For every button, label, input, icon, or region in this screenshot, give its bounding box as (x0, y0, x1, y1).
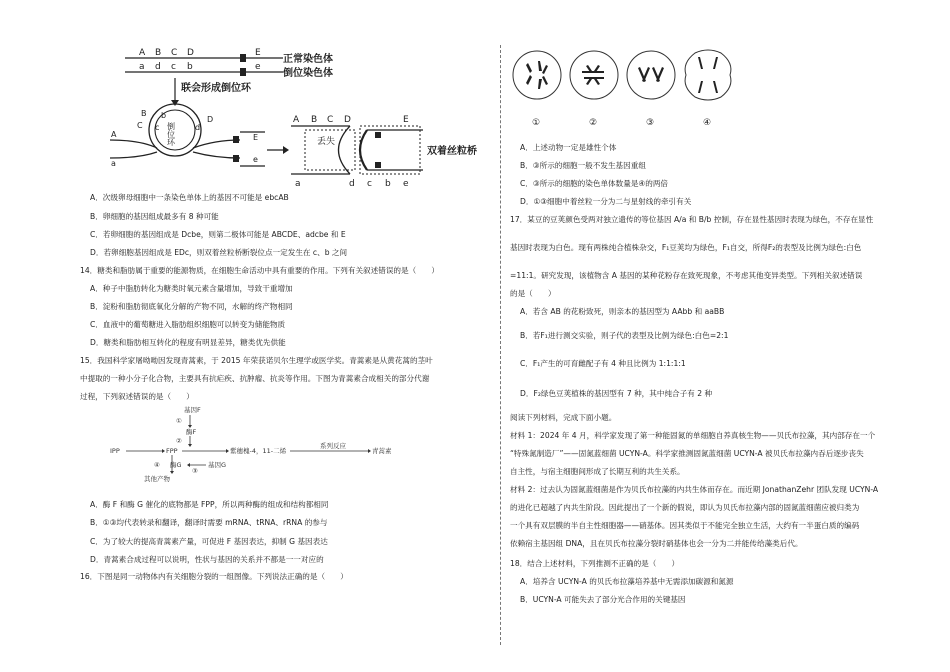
bridge-letter: E (403, 115, 409, 125)
lower-letter: b (187, 62, 193, 72)
left-column (80, 0, 480, 672)
q18-stem: 18．结合上述材料，下列推测不正确的是（ ） (510, 559, 680, 568)
loop-letter: B (141, 109, 147, 118)
lower-letter: a (139, 62, 145, 72)
loop-letter: e (253, 155, 258, 164)
option-d-prefix: D． (520, 389, 534, 398)
cell-label-3: ③ (646, 118, 655, 128)
option-b-text: 进行测交实验，则子代的表型及比例为绿色:白色=2:1 (547, 331, 729, 340)
q17-stem-line: 的是（ ） (510, 289, 556, 298)
loop-letter: c (155, 123, 160, 132)
passage-intro: 阅读下列材料，完成下面小题。 (510, 413, 617, 422)
q18-option-b: B．UCYN-A 可能失去了部分光合作用的关键基因 (520, 595, 686, 604)
q15-option-b: B．①③均代表转录和翻译，翻译时需要 mRNA、tRNA、rRNA 的参与 (90, 518, 328, 527)
normal-chromosome-label: 正常染色体 (283, 54, 333, 65)
loop-letter: d (195, 123, 201, 132)
q17-option-b (510, 331, 728, 341)
loop-letter: E (253, 133, 259, 142)
q13-option-b: B．卵细胞的基因组成最多有 8 种可能 (90, 212, 219, 221)
q14-option-a: A．种子中脂肪转化为糖类时氧元素含量增加，导致干重增加 (90, 284, 293, 293)
dicentric-bridge-label: 双着丝粒桥 (427, 146, 477, 157)
cell-label-1: ① (532, 118, 541, 128)
q13-option-a: A．次级卵母细胞中一条染色单体上的基因不可能是 ebcAB (90, 193, 289, 202)
q16-stem: 16．下图是同一动物体内有关细胞分裂的一组图像。下列说法正确的是（ ） (80, 572, 348, 581)
loop-letter: a (111, 159, 116, 168)
cell-label-4: ④ (703, 118, 712, 128)
ipp-label: IPP (110, 447, 120, 455)
lower-letter: d (155, 62, 161, 72)
bridge-letter: D (344, 115, 351, 125)
lower-letter: c (171, 62, 176, 72)
bridge-letter: B (311, 115, 318, 125)
step-2-label: ② (176, 437, 182, 445)
f1-mark: F₁ (532, 359, 541, 368)
material-1-line: 材料 1：2024 年 4 月，科学家发现了第一种能固氮的单细胞自养真核生物——贝氏布拉藻，其内部存在一个 (510, 431, 876, 440)
material-2-line: 依赖宿主基因组 DNA，且在贝氏布拉藻分裂时硝基体也会一分为二并能传给藻类后代。 (510, 539, 803, 548)
option-c-prefix: C． (520, 359, 533, 368)
q17-option-c (510, 359, 686, 369)
option-b-prefix: B．若 (520, 331, 541, 340)
q17-stem-line (510, 243, 861, 253)
upper-letter: E (255, 48, 261, 58)
q17-stem-line: =11:1。研究发现，该植物含 A 基因的某种花粉存在致死现象，不考虑其他变异类型。下列相关叙述错误 (510, 271, 863, 280)
q17-option-d (510, 389, 712, 399)
q16-option-d: D．①③细胞中着丝粒一分为二与星射线的牵引有关 (520, 197, 692, 206)
q14-stem: 14．糖类和脂肪属于重要的能源物质，在细胞生命活动中具有重要的作用。下列有关叙述错误的是（ ） (80, 266, 439, 275)
lost-fragment-label: 丢失 (317, 137, 336, 147)
bridge-letter: A (293, 115, 300, 125)
material-2-line: 材料 2：过去认为固氮蓝细菌是作为贝氏布拉藻的内共生体而存在。而近期 JonathanZehr 团队发现 UCYN-A (510, 485, 879, 494)
f2-mark: F₂ (767, 243, 776, 252)
column-divider (500, 45, 501, 645)
cell-division-figure (510, 45, 740, 130)
bridge-letter: e (403, 179, 409, 189)
bridge-letter: a (295, 179, 301, 189)
q14-option-b: B．淀粉和脂肪彻底氧化分解的产物不同，水解的终产物相同 (90, 302, 293, 311)
loop-letter: b (161, 111, 167, 120)
q17-stem-line: 17．某豆的豆荚颜色受两对独立遗传的等位基因 A/a 和 B/b 控制，存在显性基因时表现为绿色，不存在显性 (510, 215, 874, 224)
cell-1 (513, 51, 561, 99)
right-column (510, 0, 930, 672)
q15-stem-line: 15．我国科学家屠呦呦因发现青蒿素，于 2015 年荣获诺贝尔生理学或医学奖。青蒿素是从黄花蒿的茎叶 (80, 356, 433, 365)
bridge-letter: c (367, 179, 372, 189)
material-1-line: 自主性，与宿主细胞间形成了长期互利的共生关系。 (510, 467, 685, 476)
inverted-chromosome-label: 倒位染色体 (283, 68, 333, 79)
lower-letter: e (255, 62, 261, 72)
q15-option-d: D．青蒿素合成过程可以说明，性状与基因的关系并不都是一一对应的 (90, 555, 324, 564)
synapsis-arrow-label: 联会形成倒位环 (181, 83, 251, 94)
option-c-text: 产生的可育雌配子有 4 种且比例为 1:1:1:1 (540, 359, 686, 368)
material-2-line: 的进化已超越了内共生阶段。因此提出了一个新的假说，即认为贝氏布拉藻内部的固氮蓝细菌应被归类为 (510, 503, 860, 512)
f1-mark: F₁ (722, 243, 730, 252)
q17-stem-part: 基因时表现为白色。现有两株纯合植株杂交， (510, 243, 662, 252)
step-3-label: ③ (192, 467, 198, 475)
material-1-line: “特殊氮制造厂”——固氮蓝细菌 UCYN-A。科学家推测固氮蓝细菌 UCYN-A 被贝氏布拉藻内吞后逐步丧失 (510, 449, 864, 458)
artemisinin-pathway-figure (110, 405, 430, 483)
amorphadiene-label: 紫穗槐-4，11-二烯 (230, 447, 287, 455)
chromosome-inversion-figure (105, 40, 477, 190)
cell-label-2: ② (589, 118, 598, 128)
cell-4 (685, 50, 731, 100)
step-1-label: ① (176, 417, 182, 425)
f2-mark: F₂ (533, 389, 541, 398)
q15-stem-line: 中提取的一种小分子化合物，主要具有抗疟疾、抗肿瘤、抗炎等作用。下图为青蒿素合成相关的部分代谢 (80, 374, 430, 383)
f1-mark: F₁ (540, 331, 548, 340)
material-2-line: 一个具有双层膜的半自主性细胞器——硝基体。因其类似于不能完全独立生活，大约有一半蛋白质的编码 (510, 521, 860, 530)
q17-stem-part: 自交，所得 (729, 243, 768, 252)
artemisinin-label: 青蒿素 (372, 447, 392, 455)
q13-option-c: C．若卵细胞的基因组成是 Dcbe，则第二极体可能是 ABCDE、adcbe 和 E (90, 230, 346, 239)
bridge-letter: b (385, 179, 391, 189)
bridge-letter: C (327, 115, 334, 125)
q15-stem-line: 过程，下列叙述错误的是（ ） (80, 392, 194, 401)
upper-letter: D (187, 48, 194, 58)
loop-letter: D (207, 115, 214, 124)
q16-option-c: C．③所示的细胞的染色单体数量是④的两倍 (520, 179, 669, 188)
q16-option-b: B．③所示的细胞一般不发生基因重组 (520, 161, 646, 170)
other-products-label: 其他产物 (144, 475, 170, 483)
loop-letter: C (137, 121, 143, 130)
upper-letter: A (139, 48, 146, 58)
q17-option-a: A．若含 AB 的花粉致死，则亲本的基因型为 AAbb 和 aaBB (520, 307, 725, 316)
q16-option-a: A．上述动物一定是雄性个体 (520, 143, 617, 152)
step-4-label: ④ (154, 461, 160, 469)
q15-option-c: C．为了较大的提高青蒿素产量，可促进 F 基因表达，抑制 G 基因表达 (90, 537, 328, 546)
enzyme-f-label: 酶F (186, 428, 197, 436)
q14-option-c: C．血液中的葡萄糖进入脂肪组织细胞可以转变为储能物质 (90, 320, 286, 329)
q17-stem-part: 的表型及比例为绿色:白色 (775, 243, 862, 252)
q15-option-a: A．酶 F 和酶 G 催化的底物都是 FPP，所以两种酶的组成和结构都相同 (90, 500, 329, 509)
q17-stem-part: 豆荚均为绿色， (669, 243, 723, 252)
gene-f-label: 基因F (184, 406, 201, 414)
q18-option-a: A．培养含 UCYN-A 的贝氏布拉藻培养基中无需添加碳源和氮源 (520, 577, 734, 586)
upper-letter: B (155, 48, 162, 58)
upper-letter: C (171, 48, 178, 58)
cell-2 (570, 51, 618, 99)
series-reaction-label: 系列反应 (320, 442, 346, 450)
gene-g-label: 基因G (208, 461, 227, 469)
loop-letter: A (111, 130, 117, 139)
fpp-label: FPP (166, 447, 178, 455)
q14-option-d: D．糖类和脂肪相互转化的程度有明显差异，糖类优先供能 (90, 338, 286, 347)
inversion-loop-label: 倒位环 (166, 122, 176, 146)
option-d-text: 绿色豆荚植株的基因型有 7 种，其中纯合子有 2 种 (540, 389, 713, 398)
q13-option-d: D．若卵细胞基因组成是 EDc，则双着丝粒桥断裂位点一定发生在 c、b 之间 (90, 248, 348, 257)
cell-3 (627, 51, 675, 99)
enzyme-g-label: 酶G (170, 461, 182, 469)
bridge-letter: d (349, 179, 355, 189)
f1-mark: F₁ (661, 243, 670, 252)
